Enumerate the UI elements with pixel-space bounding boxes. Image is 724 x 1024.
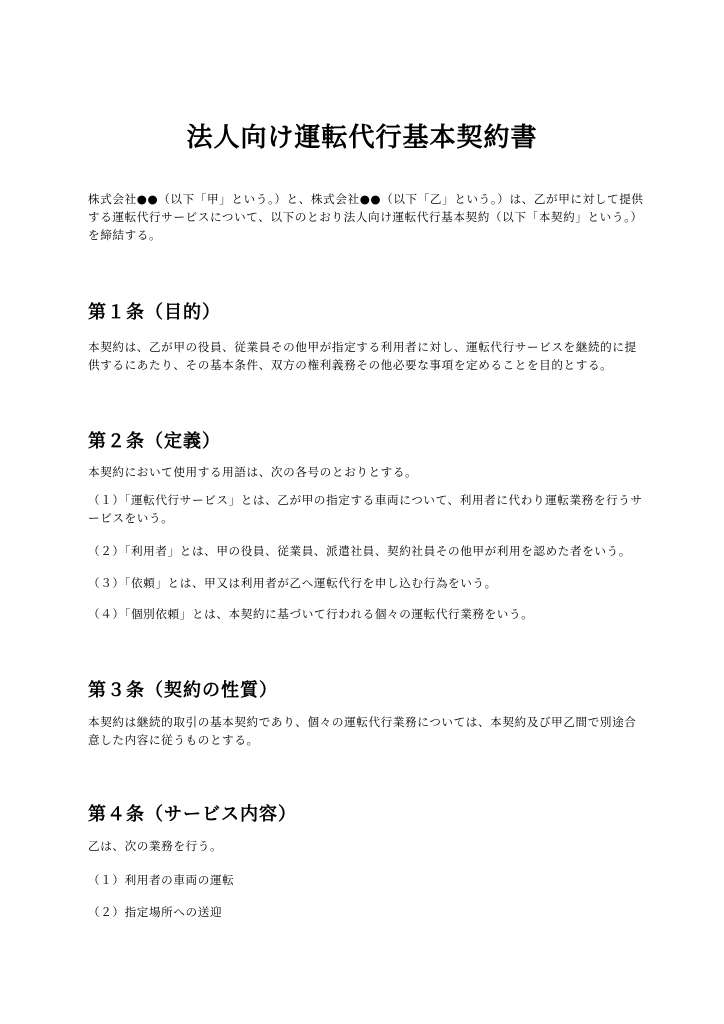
article-2-heading: 第２条（定義） [88,431,221,452]
document-title: 法人向け運転代行基本契約書 [186,123,538,153]
article-4-lead: 乙は、次の業務を行う。 [88,839,223,853]
article-2-item: （１）「運転代行サービス」とは、乙が甲の指定する車両について、利用者に代わり運転業務を行うサービスをいう。 [88,493,643,525]
article-4-item: （１）利用者の車両の運転 [88,873,235,887]
article-1-body: 本契約は、乙が甲の役員、従業員その他甲が指定する利用者に対し、運転代行サービスを継続的に提供するにあたり、その基本条件、双方の権利義務その他必要な事項を定めることを目的とする。 [88,340,637,372]
intro-paragraph: 株式会社●●（以下「甲」という。）と、株式会社●●（以下「乙」という。）は、乙が甲に対して提供する運転代行サービスについて、以下のとおり法人向け運転代行基本契約（以下「本契約」という。）を締結する。 [88,192,644,242]
article-4-heading: 第４条（サービス内容） [88,804,297,825]
article-2-item: （４）「個別依頼」とは、本契約に基づいて行われる個々の運転代行業務をいう。 [88,607,534,621]
article-2-item: （３）「依頼」とは、甲又は利用者が乙へ運転代行を申し込む行為をいう。 [88,576,497,590]
article-2-lead: 本契約において使用する用語は、次の各号のとおりとする。 [88,465,418,479]
article-1-heading: 第１条（目的） [88,302,221,323]
article-2-item: （２）「利用者」とは、甲の役員、従業員、派遣社員、契約社員その他甲が利用を認めた者をいう。 [88,544,631,558]
article-3-heading: 第３条（契約の性質） [88,680,278,701]
article-4-item: （２）指定場所への送迎 [88,905,223,919]
article-3-body: 本契約は継続的取引の基本契約であり、個々の運転代行業務については、本契約及び甲乙間で別途合意した内容に従うものとする。 [88,715,637,747]
